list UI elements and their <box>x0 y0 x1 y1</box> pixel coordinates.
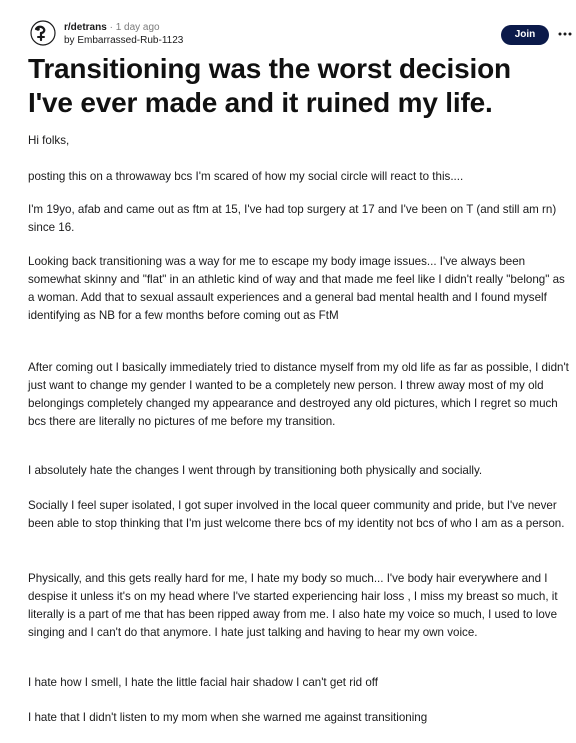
post-paragraph-4: Looking back transitioning was a way for me to escape my body image issues... I've always been somewhat skinny and "flat" in an athletic kind of way and that made me feel like I didn't really "belong" as a woman. Add that to sexual assault experiences and a general bad mental health and I found myself identifying as NB for a few months before coming out as FtM <box>28 255 565 322</box>
meta-separator: · <box>106 22 116 33</box>
post-paragraph-1: Hi folks, <box>28 134 70 147</box>
post-paragraph-9: I hate how I smell, I hate the little facial hair shadow I can't get rid off <box>28 676 378 689</box>
more-options-icon[interactable] <box>557 27 573 41</box>
post-paragraph-7: Socially I feel super isolated, I got super involved in the local queer community and pride, but I've never been able to stop thinking that I'm just welcome there bcs of my identity not bcs of who I am as a person. <box>28 499 565 530</box>
post-paragraph-2: posting this on a throwaway bcs I'm scared of how my social circle will react to this.... <box>28 170 464 183</box>
post-title[interactable]: Transitioning was the worst decision I've ever made and it ruined my life. <box>28 53 511 118</box>
post-header <box>0 0 576 52</box>
post-time: 1 day ago <box>115 22 160 33</box>
subreddit-row <box>64 21 183 34</box>
post-paragraph-8: Physically, and this gets really hard for me, I hate my body so much... I've body hair everywhere and I despise it unless it's on my head where I've started experiencing hair loss , I miss my breast so much, it literally is a part of me that has been ripped away from me. I also hate my voice so much, I used to love singing and I can't do that anymore. I hate just talking and having to hear my own voice. <box>28 572 558 639</box>
post-author[interactable]: by Embarrassed-Rub-1123 <box>64 35 184 46</box>
post-paragraph-5: After coming out I basically immediately tried to distance myself from my old life as far as possible, I didn't just want to change my gender I wanted to be a completely new person. I threw away most of my old belongings completely changed my appearance and destroyed any old pictures, which I regret so much bcs there are literally no pictures of me before my transition. <box>28 361 569 428</box>
post-meta <box>64 21 183 47</box>
post-paragraph-10: I hate that I didn't listen to my mom when she warned me against transitioning <box>28 711 428 724</box>
subreddit-link[interactable]: r/detrans <box>64 22 107 33</box>
post-paragraph-3: I'm 19yo, afab and came out as ftm at 15, I've had top surgery at 17 and I've been on T (and still am rn) since 16. <box>28 203 557 234</box>
subreddit-avatar-icon[interactable] <box>30 20 56 46</box>
join-button[interactable]: Join <box>501 25 549 45</box>
post-paragraph-6: I absolutely hate the changes I went through by transitioning both physically and socially. <box>28 464 483 477</box>
